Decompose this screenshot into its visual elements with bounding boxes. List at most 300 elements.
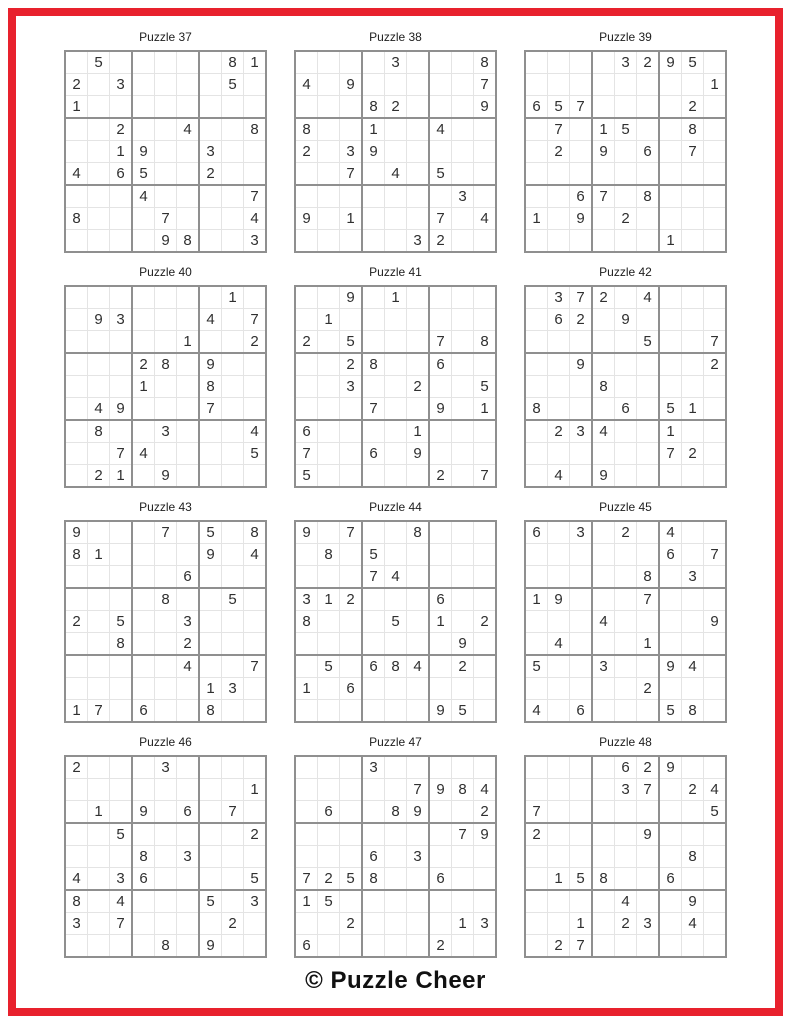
sudoku-cell-empty [199,185,222,208]
sudoku-cell-empty [429,376,452,398]
sudoku-cell-empty [592,51,615,74]
sudoku-cell-empty [474,443,497,465]
sudoku-cell-empty [177,521,200,544]
sudoku-cell-given: 6 [615,756,637,779]
sudoku-cell-empty [318,846,340,868]
sudoku-cell-empty [429,544,452,566]
sudoku-cell-empty [615,74,637,96]
sudoku-cell-empty [110,51,133,74]
sudoku-cell-empty [132,779,155,801]
sudoku-cell-empty [548,185,570,208]
sudoku-cell-empty [199,286,222,309]
sudoku-cell-empty [318,163,340,186]
sudoku-cell-empty [385,398,407,421]
sudoku-cell-given: 9 [637,823,660,846]
sudoku-cell-empty [452,801,474,824]
sudoku-cell-empty [659,633,682,656]
sudoku-cell-given: 1 [295,890,318,913]
sudoku-cell-empty [429,801,452,824]
sudoku-grid [524,755,727,958]
sudoku-cell-empty [65,443,88,465]
sudoku-cell-empty [132,309,155,331]
sudoku-cell-empty [318,420,340,443]
sudoku-cell-empty [132,678,155,700]
sudoku-cell-empty [385,208,407,230]
sudoku-cell-given: 6 [362,443,385,465]
sudoku-cell-empty [385,443,407,465]
sudoku-cell-given: 9 [570,208,593,230]
sudoku-cell-empty [407,823,430,846]
sudoku-cell-given: 4 [474,208,497,230]
sudoku-cell-given: 3 [615,779,637,801]
sudoku-cell-empty [362,611,385,633]
sudoku-row [525,286,726,309]
sudoku-row [295,353,496,376]
sudoku-cell-empty [155,823,177,846]
sudoku-cell-empty [407,96,430,119]
sudoku-cell-empty [155,118,177,141]
sudoku-cell-empty [637,163,660,186]
sudoku-cell-empty [637,309,660,331]
sudoku-cell-empty [407,286,430,309]
sudoku-cell-empty [295,398,318,421]
sudoku-cell-empty [222,700,244,723]
sudoku-cell-given: 4 [525,700,548,723]
sudoku-grid [294,755,497,958]
sudoku-cell-given: 1 [244,51,267,74]
sudoku-cell-empty [199,74,222,96]
sudoku-cell-empty [132,633,155,656]
sudoku-cell-given: 2 [615,208,637,230]
sudoku-cell-empty [340,890,363,913]
sudoku-cell-empty [340,185,363,208]
sudoku-cell-given: 9 [452,633,474,656]
sudoku-cell-empty [452,96,474,119]
sudoku-cell-given: 4 [407,655,430,678]
sudoku-cell-empty [318,913,340,935]
sudoku-row [295,443,496,465]
sudoku-cell-given: 7 [340,163,363,186]
sudoku-cell-empty [318,331,340,354]
sudoku-cell-empty [177,163,200,186]
sudoku-row [295,566,496,589]
sudoku-cell-empty [407,544,430,566]
sudoku-cell-given: 6 [548,309,570,331]
sudoku-cell-given: 7 [659,443,682,465]
sudoku-cell-given: 8 [682,118,704,141]
sudoku-cell-empty [385,74,407,96]
sudoku-cell-given: 4 [110,890,133,913]
sudoku-cell-given: 1 [88,544,110,566]
sudoku-cell-given: 1 [295,678,318,700]
sudoku-cell-empty [199,868,222,891]
sudoku-cell-empty [637,611,660,633]
sudoku-cell-given: 2 [429,935,452,958]
sudoku-cell-empty [548,331,570,354]
sudoku-cell-empty [318,678,340,700]
sudoku-cell-empty [222,443,244,465]
sudoku-cell-empty [155,331,177,354]
sudoku-cell-empty [548,208,570,230]
sudoku-cell-empty [88,678,110,700]
sudoku-cell-given: 2 [704,353,727,376]
sudoku-cell-empty [132,74,155,96]
sudoku-cell-empty [385,935,407,958]
sudoku-cell-empty [659,376,682,398]
sudoku-cell-empty [525,465,548,488]
sudoku-cell-given: 6 [637,141,660,163]
sudoku-cell-given: 9 [682,890,704,913]
sudoku-cell-empty [110,756,133,779]
sudoku-cell-empty [155,309,177,331]
sudoku-cell-given: 7 [704,544,727,566]
sudoku-cell-given: 1 [318,588,340,611]
sudoku-cell-empty [132,465,155,488]
sudoku-cell-empty [704,51,727,74]
sudoku-cell-empty [177,935,200,958]
sudoku-cell-empty [615,823,637,846]
sudoku-cell-given: 9 [429,779,452,801]
sudoku-cell-given: 7 [570,935,593,958]
sudoku-cell-empty [318,230,340,253]
sudoku-cell-empty [592,700,615,723]
sudoku-cell-empty [340,566,363,589]
sudoku-cell-empty [110,376,133,398]
sudoku-cell-given: 3 [592,655,615,678]
sudoku-cell-empty [385,230,407,253]
sudoku-cell-given: 2 [429,465,452,488]
sudoku-cell-empty [704,420,727,443]
sudoku-cell-given: 2 [88,465,110,488]
sudoku-cell-empty [429,756,452,779]
sudoku-cell-given: 2 [244,823,267,846]
sudoku-cell-given: 8 [637,566,660,589]
sudoku-cell-empty [177,286,200,309]
sudoku-cell-empty [199,633,222,656]
sudoku-cell-empty [110,566,133,589]
sudoku-cell-empty [88,96,110,119]
sudoku-cell-empty [525,779,548,801]
sudoku-cell-empty [525,678,548,700]
puzzle-block-puzzle-42 [524,264,727,488]
sudoku-row [525,823,726,846]
sudoku-cell-empty [340,420,363,443]
puzzle-title: Puzzle 48 [599,735,652,749]
sudoku-cell-empty [132,286,155,309]
sudoku-cell-empty [407,141,430,163]
sudoku-cell-empty [177,96,200,119]
sudoku-cell-given: 3 [340,141,363,163]
sudoku-cell-empty [615,353,637,376]
sudoku-cell-empty [682,801,704,824]
sudoku-cell-empty [295,353,318,376]
sudoku-cell-empty [570,823,593,846]
sudoku-cell-empty [362,678,385,700]
puzzle-title: Puzzle 47 [369,735,422,749]
sudoku-cell-given: 7 [295,443,318,465]
sudoku-cell-empty [244,465,267,488]
sudoku-row [65,611,266,633]
sudoku-cell-empty [132,655,155,678]
sudoku-cell-empty [244,935,267,958]
sudoku-cell-empty [637,118,660,141]
sudoku-cell-empty [362,331,385,354]
sudoku-row [525,331,726,354]
sudoku-cell-empty [65,353,88,376]
sudoku-cell-given: 7 [155,521,177,544]
sudoku-cell-given: 2 [548,141,570,163]
sudoku-row [525,420,726,443]
sudoku-cell-given: 6 [525,521,548,544]
sudoku-cell-given: 8 [637,185,660,208]
sudoku-row [65,521,266,544]
sudoku-cell-given: 3 [177,611,200,633]
sudoku-cell-empty [704,230,727,253]
sudoku-cell-given: 6 [659,544,682,566]
sudoku-cell-empty [615,376,637,398]
sudoku-cell-empty [132,51,155,74]
sudoku-cell-empty [659,846,682,868]
sudoku-cell-given: 3 [474,913,497,935]
sudoku-cell-empty [385,700,407,723]
sudoku-row [65,51,266,74]
sudoku-cell-given: 8 [474,51,497,74]
sudoku-cell-empty [592,801,615,824]
sudoku-cell-given: 2 [682,96,704,119]
sudoku-cell-empty [474,756,497,779]
sudoku-cell-empty [362,376,385,398]
sudoku-row [65,141,266,163]
sudoku-cell-empty [132,544,155,566]
sudoku-cell-empty [222,823,244,846]
sudoku-cell-given: 1 [177,331,200,354]
sudoku-cell-empty [704,208,727,230]
sudoku-cell-empty [177,309,200,331]
sudoku-cell-empty [177,185,200,208]
sudoku-cell-empty [429,51,452,74]
sudoku-cell-empty [155,678,177,700]
sudoku-cell-empty [88,756,110,779]
sudoku-cell-empty [385,353,407,376]
sudoku-cell-given: 4 [659,521,682,544]
sudoku-row [65,846,266,868]
puzzle-block-puzzle-40 [64,264,267,488]
sudoku-cell-empty [132,230,155,253]
sudoku-cell-empty [155,611,177,633]
sudoku-cell-empty [132,521,155,544]
sudoku-cell-given: 2 [452,655,474,678]
sudoku-cell-empty [385,633,407,656]
sudoku-cell-empty [592,846,615,868]
sudoku-cell-empty [340,309,363,331]
sudoku-cell-given: 8 [452,779,474,801]
sudoku-cell-empty [452,465,474,488]
puzzle-block-puzzle-45 [524,499,727,723]
sudoku-cell-empty [88,588,110,611]
sudoku-cell-given: 6 [570,185,593,208]
sudoku-row [525,846,726,868]
sudoku-cell-given: 5 [222,74,244,96]
sudoku-cell-empty [199,779,222,801]
sudoku-cell-given: 4 [682,913,704,935]
sudoku-cell-given: 6 [295,420,318,443]
sudoku-cell-empty [429,521,452,544]
sudoku-cell-empty [177,913,200,935]
sudoku-row [295,141,496,163]
sudoku-cell-given: 2 [65,756,88,779]
sudoku-cell-empty [682,633,704,656]
sudoku-cell-empty [407,353,430,376]
sudoku-cell-given: 2 [295,141,318,163]
sudoku-cell-empty [222,398,244,421]
sudoku-cell-empty [682,678,704,700]
sudoku-row [525,779,726,801]
sudoku-cell-empty [318,823,340,846]
sudoku-cell-empty [637,376,660,398]
sudoku-cell-given: 6 [659,868,682,891]
sudoku-cell-empty [592,566,615,589]
sudoku-cell-empty [407,465,430,488]
sudoku-row [295,756,496,779]
sudoku-cell-empty [295,779,318,801]
sudoku-cell-empty [295,163,318,186]
sudoku-cell-empty [704,700,727,723]
sudoku-cell-empty [452,141,474,163]
sudoku-cell-given: 9 [132,801,155,824]
puzzle-title: Puzzle 46 [139,735,192,749]
sudoku-row [65,208,266,230]
sudoku-cell-empty [318,756,340,779]
sudoku-cell-empty [65,655,88,678]
sudoku-cell-empty [65,51,88,74]
sudoku-cell-given: 6 [615,398,637,421]
sudoku-cell-empty [659,74,682,96]
sudoku-row [525,700,726,723]
sudoku-cell-given: 2 [244,331,267,354]
sudoku-cell-empty [407,331,430,354]
sudoku-cell-empty [222,230,244,253]
sudoku-cell-empty [132,398,155,421]
sudoku-cell-empty [155,801,177,824]
sudoku-cell-empty [704,141,727,163]
sudoku-cell-empty [407,163,430,186]
sudoku-cell-empty [110,331,133,354]
sudoku-cell-empty [682,756,704,779]
sudoku-row [525,588,726,611]
sudoku-cell-given: 2 [682,779,704,801]
sudoku-row [525,935,726,958]
sudoku-cell-given: 8 [88,420,110,443]
sudoku-row [65,230,266,253]
sudoku-cell-given: 1 [704,74,727,96]
sudoku-row [295,890,496,913]
sudoku-cell-given: 7 [474,74,497,96]
sudoku-cell-empty [548,756,570,779]
sudoku-cell-empty [474,286,497,309]
sudoku-row [525,443,726,465]
puzzle-grid-container [64,29,727,958]
sudoku-cell-given: 7 [474,465,497,488]
sudoku-cell-empty [199,756,222,779]
sudoku-cell-empty [155,141,177,163]
sudoku-cell-empty [570,443,593,465]
sudoku-cell-empty [637,230,660,253]
sudoku-cell-empty [429,185,452,208]
sudoku-cell-given: 2 [637,678,660,700]
sudoku-row [525,208,726,230]
sudoku-cell-empty [429,420,452,443]
sudoku-cell-empty [295,700,318,723]
sudoku-cell-empty [362,890,385,913]
sudoku-cell-given: 5 [474,376,497,398]
sudoku-cell-given: 9 [110,398,133,421]
sudoku-row [295,823,496,846]
sudoku-cell-empty [525,163,548,186]
sudoku-cell-empty [570,141,593,163]
sudoku-cell-empty [177,353,200,376]
sudoku-cell-empty [65,118,88,141]
sudoku-cell-empty [570,465,593,488]
sudoku-cell-empty [155,185,177,208]
sudoku-cell-empty [592,230,615,253]
sudoku-cell-given: 7 [362,398,385,421]
sudoku-cell-empty [525,141,548,163]
sudoku-cell-empty [592,588,615,611]
sudoku-row [65,118,266,141]
sudoku-cell-empty [429,913,452,935]
sudoku-cell-given: 9 [407,443,430,465]
sudoku-cell-empty [362,801,385,824]
sudoku-cell-empty [592,913,615,935]
sudoku-cell-given: 5 [682,51,704,74]
sudoku-cell-empty [704,633,727,656]
sudoku-cell-given: 7 [548,118,570,141]
sudoku-cell-given: 7 [340,521,363,544]
sudoku-cell-given: 6 [110,163,133,186]
sudoku-cell-given: 4 [199,309,222,331]
sudoku-cell-given: 7 [199,398,222,421]
sudoku-cell-empty [592,823,615,846]
sudoku-cell-empty [452,611,474,633]
sudoku-cell-given: 9 [340,74,363,96]
sudoku-cell-empty [452,890,474,913]
sudoku-cell-empty [110,286,133,309]
puzzle-title: Puzzle 43 [139,500,192,514]
sudoku-cell-empty [659,331,682,354]
sudoku-cell-given: 2 [65,611,88,633]
sudoku-cell-given: 5 [132,163,155,186]
sudoku-cell-empty [615,700,637,723]
sudoku-cell-empty [340,700,363,723]
sudoku-cell-given: 2 [340,588,363,611]
sudoku-cell-given: 7 [570,286,593,309]
sudoku-cell-empty [362,208,385,230]
sudoku-cell-empty [474,141,497,163]
sudoku-cell-empty [615,801,637,824]
sudoku-cell-given: 4 [295,74,318,96]
sudoku-cell-empty [385,420,407,443]
sudoku-cell-given: 8 [244,118,267,141]
sudoku-cell-given: 1 [340,208,363,230]
sudoku-cell-given: 1 [244,779,267,801]
sudoku-cell-empty [362,700,385,723]
sudoku-cell-empty [548,655,570,678]
sudoku-cell-empty [244,163,267,186]
sudoku-cell-empty [682,465,704,488]
sudoku-cell-empty [244,633,267,656]
sudoku-cell-empty [88,846,110,868]
sudoku-cell-given: 9 [592,465,615,488]
